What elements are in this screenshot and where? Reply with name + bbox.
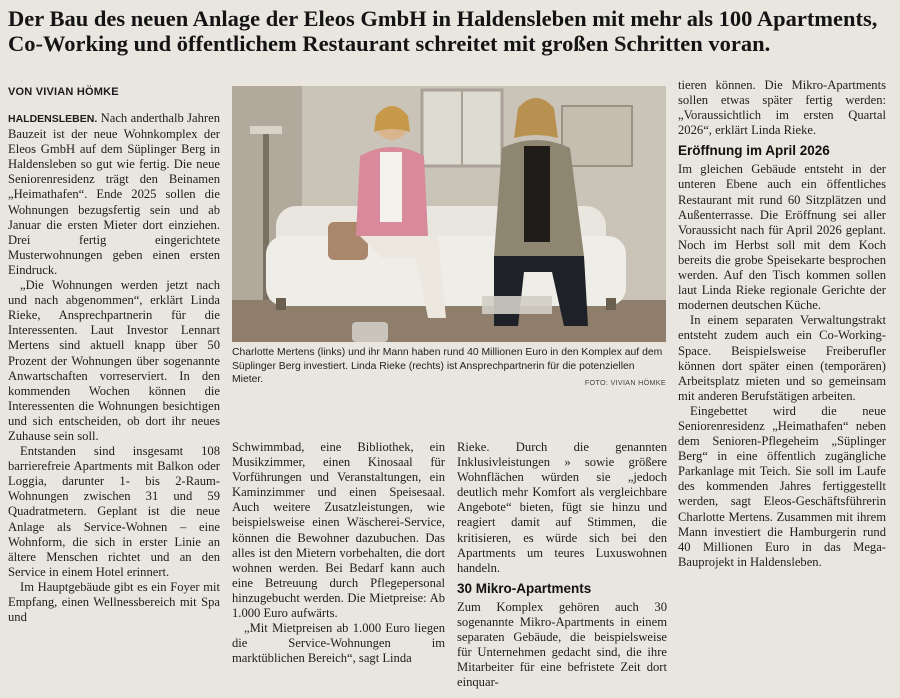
subheading: 30 Mikro-Apartments: [457, 580, 592, 596]
paragraph: Im gleichen Gebäude entsteht in der unteren Ebene auch ein öffentliches Restaurant mit rund 60 Sitzplätzen und Außenterrasse. Die Eröffnung sei aller Voraussicht nach für April 2026 geplant. Noch im Herbst soll mit dem Koch bereits die grobe Speisekarte besprochen werden. Auf den Tisch kommen sollen laut Linda Rieke regionale Gerichte der modernen deutschen Küche.: [678, 162, 886, 313]
photo-illustration: [232, 86, 666, 342]
photo-credit: FOTO: VIVIAN HÖMKE: [584, 378, 666, 387]
paragraph: „Die Wohnungen werden jetzt nach und nach abgenommen“, erklärt Linda Rieke, Ansprechpartnerin für die Interessenten. Laut Investor Lennart Mertens sind aktuell knapp über 50 Prozent der Wohnungen über sogenannte Anwartschaften vorreserviert. In den kommenden Wochen können die Interessenten die Wohnungen besichtigen und sich entscheiden, ob dort ihr neues Zuhause sein soll.: [8, 278, 220, 443]
dateline: HALDENSLEBEN.: [8, 113, 98, 125]
article-column-4: [678, 78, 886, 570]
paragraph: Im Hauptgebäude gibt es ein Foyer mit Empfang, einen Wellnessbereich mit Spa und: [8, 579, 220, 625]
article-column-3: [457, 440, 667, 690]
paragraph: Entstanden sind insgesamt 108 barrierefreie Apartments mit Balkon oder Loggia, darunter 1- bis 2-Raum-Wohnungen zwischen 31 und 59 Quadratmetern. Geplant ist die neue Anlage als Service-Wohnen – eine Wohnform, die sich in erster Linie an ältere Menschen richtet und an den Service in einem Hotel erinnert.: [8, 444, 220, 579]
article-photo: [232, 86, 666, 342]
paragraph: In einem separaten Verwaltungstrakt entsteht zudem auch ein Co-Working-Space. Beispielsweise Freiberufler können dort später einen (temporären) Arbeitsplatz mieten und so gemeinsam mit anderen Berufstätigen arbeiten.: [678, 313, 886, 403]
subheading: Eröffnung im April 2026: [678, 143, 830, 159]
paragraph: „Mit Mietpreisen ab 1.000 Euro liegen die Service-Wohnungen im marktüblichen Bereich“, sagt Linda: [232, 621, 445, 666]
paragraph: Eingebettet wird die neue Seniorenresidenz „Heimathafen“ neben dem Senioren-Pflegeheim „Süplinger Berg“ in eine öffentlich zugängliche Parkanlage mit Teich. Sie soll im Laufe des kommenden Jahres fertiggestellt werden, sagt Eleos-Geschäftsführerin Charlotte Mertens. Zusammen mit ihrem Mann investiert die Hamburgerin rund 40 Millionen Euro in das Mega-Bauprojekt in Haldensleben.: [678, 403, 886, 569]
article-column-1: [8, 111, 220, 625]
byline: VON VIVIAN HÖMKE: [8, 86, 119, 98]
photo-caption: Charlotte Mertens (links) und ihr Mann haben rund 40 Millionen Euro in den Komplex auf dem Süplinger Berg investiert. Linda Rieke (rechts) ist Ansprechpartnerin für die potenziellen Mieter.: [232, 347, 663, 385]
paragraph: [8, 111, 220, 278]
paragraph: Schwimmbad, eine Bibliothek, ein Musikzimmer, einen Kinosaal für Vorführungen und Veranstaltungen, ein Kaminzimmer und einen Speisesaal. Auch weitere Zusatzleistungen, wie beispielsweise einen Wäscherei-Service, können die Bewohner dazubuchen. Das alles ist den Mietern vorbehalten, die dort wohnen werden. Bei Bedarf kann auch eine Betreuung durch Pflegepersonal hinzugebucht werden. Die Mietpreise: Ab 1.000 Euro aufwärts.: [232, 440, 445, 621]
paragraph: tieren können. Die Mikro-Apartments sollen etwas später fertig werden: „Voraussichtlich im ersten Quartal 2026“, erklärt Linda Rieke.: [678, 78, 886, 138]
article-column-2: [232, 440, 445, 666]
headline-line-1: Der Bau des neuen Anlage der Eleos GmbH in Haldensleben mit mehr als 100 Apartments,: [8, 6, 878, 31]
headline-line-2: Co-Working und öffentlichem Restaurant schreitet mit großen Schritten voran.: [8, 31, 771, 56]
paragraph: Rieke. Durch die genannten Inklusivleistungen » sowie größere Wohnflächen würden sie „jedoch deutlich mehr Komfort als vergleichbare Angebote“ bieten, fügt sie hinzu und reagiert damit auf Stimmen, die kritisieren, es würde sich bei den Apartments um teures Luxuswohnen handeln.: [457, 440, 667, 575]
article-headline: [8, 6, 894, 56]
paragraph: Zum Komplex gehören auch 30 sogenannte Mikro-Apartments in einem separaten Gebäude, die beispielsweise für Unternehmen gedacht sind, die ihre Mitarbeiter für eine befristete Zeit dort einquar-: [457, 599, 667, 690]
paragraph-text: Nach anderthalb Jahren Bauzeit ist der neue Wohnkomplex der Eleos GmbH auf dem Süplinger Berg in Haldensleben so gut wie fertig. Die neue Seniorenresidenz trägt den Beinamen „Heimathafen“. Ende 2025 sollen die Wohnungen bezugsfertig sein und ab Januar die ersten Mieter dort einziehen. Drei fertig eingerichtete Musterwohnungen geben einen ersten Eindruck.: [8, 111, 220, 277]
